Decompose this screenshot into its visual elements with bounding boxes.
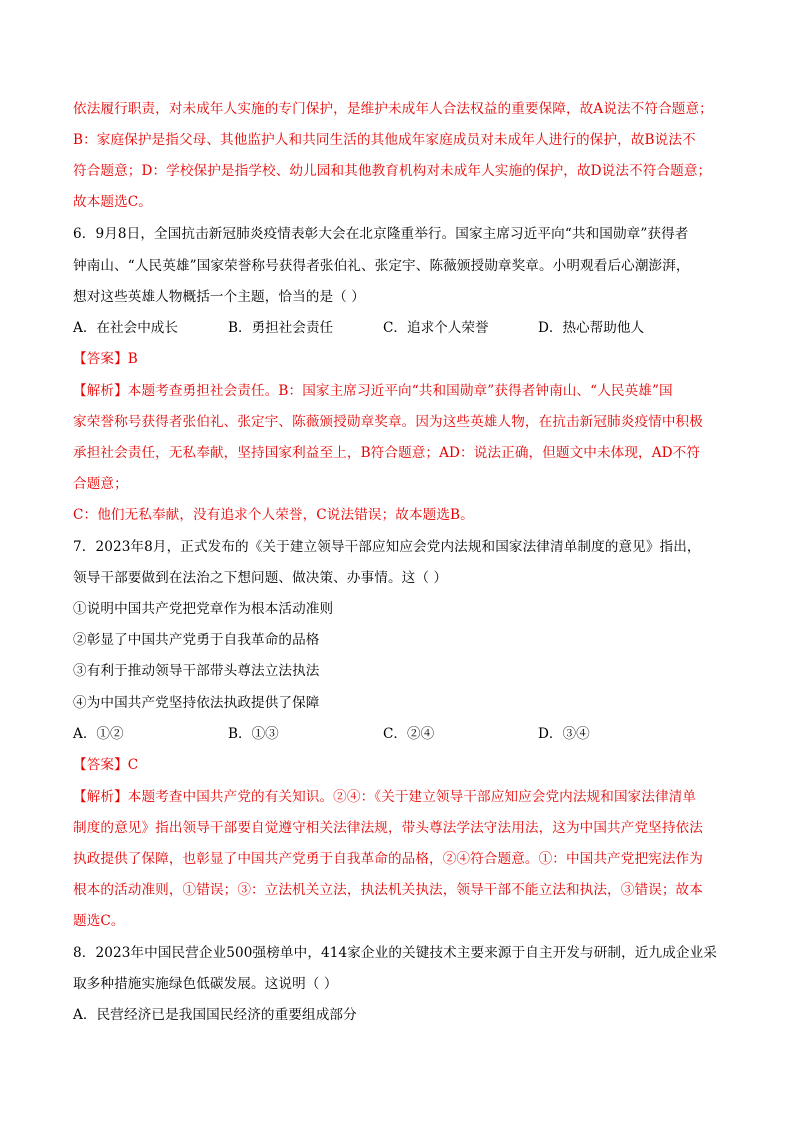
q7-analysis-line: 题选C。 (73, 913, 125, 929)
q7-statement: ④为中国共产党坚持依法执政提供了保障 (73, 695, 320, 711)
q7-stem-line: 7．2023年8月，正式发布的《关于建立领导干部应知应会党内法规和国家法律清单制度的意见》指出， (73, 539, 701, 555)
q8-stem-line: 取多种措施实施绿色低碳发展。这说明（ ） (73, 976, 338, 992)
q6-stem-line: 想对这些英雄人物概括一个主题，恰当的是（ ） (73, 289, 365, 305)
q7-analysis-line: 根本的活动准则，①错误；③：立法机关立法，执法机关执法，领导干部不能立法和执法，③错误；故本 (73, 882, 703, 898)
q8-option-a: A．民营经济已是我国国民经济的重要组成部分 (73, 1007, 357, 1023)
q8-stem-line: 8．2023年中国民营企业500强榜单中，414家企业的关键技术主要来源于自主开发与研制，近九成企业采 (73, 945, 717, 961)
q5-analysis-line: 依法履行职责，对未成年人实施的专门保护，是维护未成年人合法权益的重要保障，故A说法不符合题意； (73, 101, 713, 117)
q5-analysis-line: B：家庭保护是指父母、其他监护人和共同生活的其他成年家庭成员对未成年人进行的保护，故B说法不 (73, 132, 696, 148)
q6-option-b: B．勇担社会责任 (228, 320, 334, 336)
q7-option-d: D．③④ (538, 726, 590, 742)
q6-stem-line: 钟南山、“人民英雄”国家荣誉称号获得者张伯礼、张定宇、陈薇颁授勋章奖章。小明观看后心潮澎湃， (73, 258, 690, 274)
q6-analysis-line: 合题意； (73, 476, 128, 492)
q6-analysis-line: 承担社会责任，无私奉献，坚持国家利益至上，B符合题意；AD：说法正确，但题文中未体现，AD不符 (73, 445, 701, 461)
q7-analysis-line: 制度的意见》指出领导干部要自觉遵守相关法律法规，带头尊法学法守法用法，这为中国共产党坚持依法 (73, 820, 703, 836)
q6-analysis-line: C：他们无私奉献，没有追求个人荣誉，C说法错误；故本题选B。 (73, 507, 474, 523)
q7-option-a: A．①② (73, 726, 124, 742)
q6-analysis-line: 【解析】本题考查勇担社会责任。B：国家主席习近平向“共和国勋章”获得者钟南山、“人民英雄”国 (73, 383, 673, 399)
q6-answer: 【答案】B (73, 351, 138, 367)
q7-analysis-line: 执政提供了保障，也彰显了中国共产党勇于自我革命的品格，②④符合题意。①：中国共产党把宪法作为 (73, 851, 703, 867)
q7-statement: ①说明中国共产党把党章作为根本活动准则 (73, 601, 334, 617)
q7-analysis-line: 【解析】本题考查中国共产党的有关知识。②④：《关于建立领导干部应知应会党内法规和国家法律清单 (73, 789, 697, 805)
q7-option-c: C．②④ (383, 726, 435, 742)
q7-answer: 【答案】C (73, 757, 139, 773)
q6-option-d: D．热心帮助他人 (538, 320, 645, 336)
q7-stem-line: 领导干部要做到在法治之下想问题、做决策、办事情。这（ ） (73, 570, 448, 586)
q6-stem-line: 6．9月8日，全国抗击新冠肺炎疫情表彰大会在北京隆重举行。国家主席习近平向“共和国勋章”获得者 (73, 226, 689, 242)
q6-option-c: C．追求个人荣誉 (383, 320, 489, 336)
q7-statement: ②彰显了中国共产党勇于自我革命的品格 (73, 632, 320, 648)
q6-option-a: A．在社会中成长 (73, 320, 178, 336)
q7-statement: ③有利于推动领导干部带头尊法立法执法 (73, 663, 320, 679)
q6-analysis-line: 家荣誉称号获得者张伯礼、张定宇、陈薇颁授勋章奖章。因为这些英雄人物，在抗击新冠肺炎疫情中积极 (73, 414, 703, 430)
q7-option-b: B．①③ (228, 726, 279, 742)
q5-analysis-line: 符合题意；D：学校保护是指学校、幼儿园和其他教育机构对未成年人实施的保护，故D说法不符合题意； (73, 163, 712, 179)
q5-analysis-line: 故本题选C。 (73, 194, 152, 210)
